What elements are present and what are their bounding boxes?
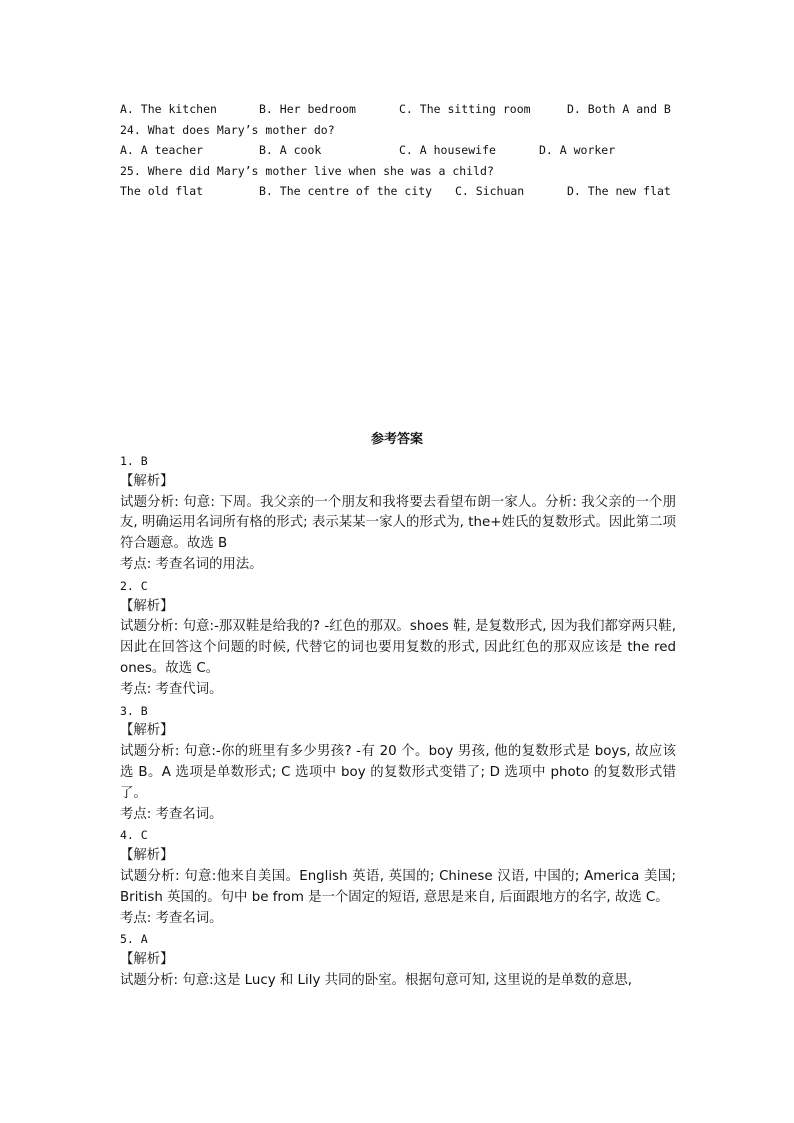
q24-option-a: A. A teacher (120, 143, 204, 158)
analysis-heading: 【解析】 (120, 952, 174, 968)
answer-item (120, 701, 676, 826)
exam-point: 考点: 考查名词。 (120, 806, 223, 822)
q24-option-d: D. A worker (539, 143, 616, 158)
question-23-options (120, 99, 680, 120)
q25-option-d: D. The new flat (567, 184, 671, 199)
q24-option-b: B. A cook (259, 143, 322, 158)
q25-option-c: C. Sichuan (455, 184, 525, 199)
analysis-heading: 【解析】 (120, 848, 174, 864)
analysis-text: 试题分析: 句意: 下周。我父亲的一个朋友和我将要去看望布朗一家人。分析: 我父亲的一个朋友, 明确运用名词所有格的形式; 表示某某一家人的形式为, the+姓氏的复数形式。因此第二项符合题意。故选 B (120, 494, 676, 552)
question-24-stem: 24. What does Mary’s mother do? (120, 122, 335, 137)
q23-option-b: B. Her bedroom (259, 102, 356, 116)
exam-point: 考点: 考查名词的用法。 (120, 556, 263, 572)
analysis-heading: 【解析】 (120, 473, 174, 489)
analysis-text: 试题分析: 句意:-你的班里有多少男孩? -有 20 个。boy 男孩, 他的复数形式是 boys, 故应该选 B。A 选项是单数形式; C 选项中 boy 的复数形式变错了; D 选项中 photo 的复数形式错了。 (120, 744, 676, 801)
answer-item (120, 825, 676, 929)
question-25-stem: 25. Where did Mary’s mother live when she was a child? (120, 163, 494, 178)
analysis-text: 试题分析: 句意:-那双鞋是给我的? -红色的那双。shoes 鞋, 是复数形式, 因为我们都穿两只鞋, 因此在回答这个问题的时候, 代替它的词也要用复数的形式, 因此红色的那双应该是 the red ones。故选 C。 (120, 619, 676, 676)
exam-point: 考点: 考查代词。 (120, 681, 223, 697)
answer-number: 4. C (120, 828, 148, 843)
analysis-heading: 【解析】 (120, 598, 174, 614)
answer-number: 2. C (120, 578, 148, 593)
questions-block (120, 99, 680, 202)
analysis-text: 试题分析: 句意:这是 Lucy 和 Lily 共同的卧室。根据句意可知, 这里说的是单数的意思, (120, 972, 633, 988)
answer-item (120, 451, 676, 576)
answer-item (120, 576, 676, 701)
analysis-text: 试题分析: 句意:他来自美国。English 英语, 英国的; Chinese 汉语, 中国的; America 美国; British 英国的。句中 be from 是一个固定的短语, 意思是来自, 后面跟地方的名字, 故选 C。 (120, 868, 676, 905)
question-25-options (120, 181, 680, 202)
answer-number: 3. B (120, 703, 148, 718)
answer-item (120, 929, 676, 991)
q24-option-c: C. A housewife (399, 143, 496, 158)
answer-number: 5. A (120, 932, 148, 947)
q25-option-b: B. The centre of the city (259, 184, 433, 199)
q23-option-d: D. Both A and B (567, 102, 671, 116)
q23-option-a: A. The kitchen (120, 102, 217, 116)
analysis-heading: 【解析】 (120, 723, 174, 739)
answer-number: 1. B (120, 454, 148, 468)
answers-title: 参考答案 (370, 432, 423, 447)
exam-point: 考点: 考查名词。 (120, 910, 223, 926)
question-24-options (120, 140, 680, 161)
q25-option-a: The old flat (120, 184, 204, 199)
q23-option-c: C. The sitting room (399, 102, 531, 116)
answers-block (120, 451, 676, 992)
